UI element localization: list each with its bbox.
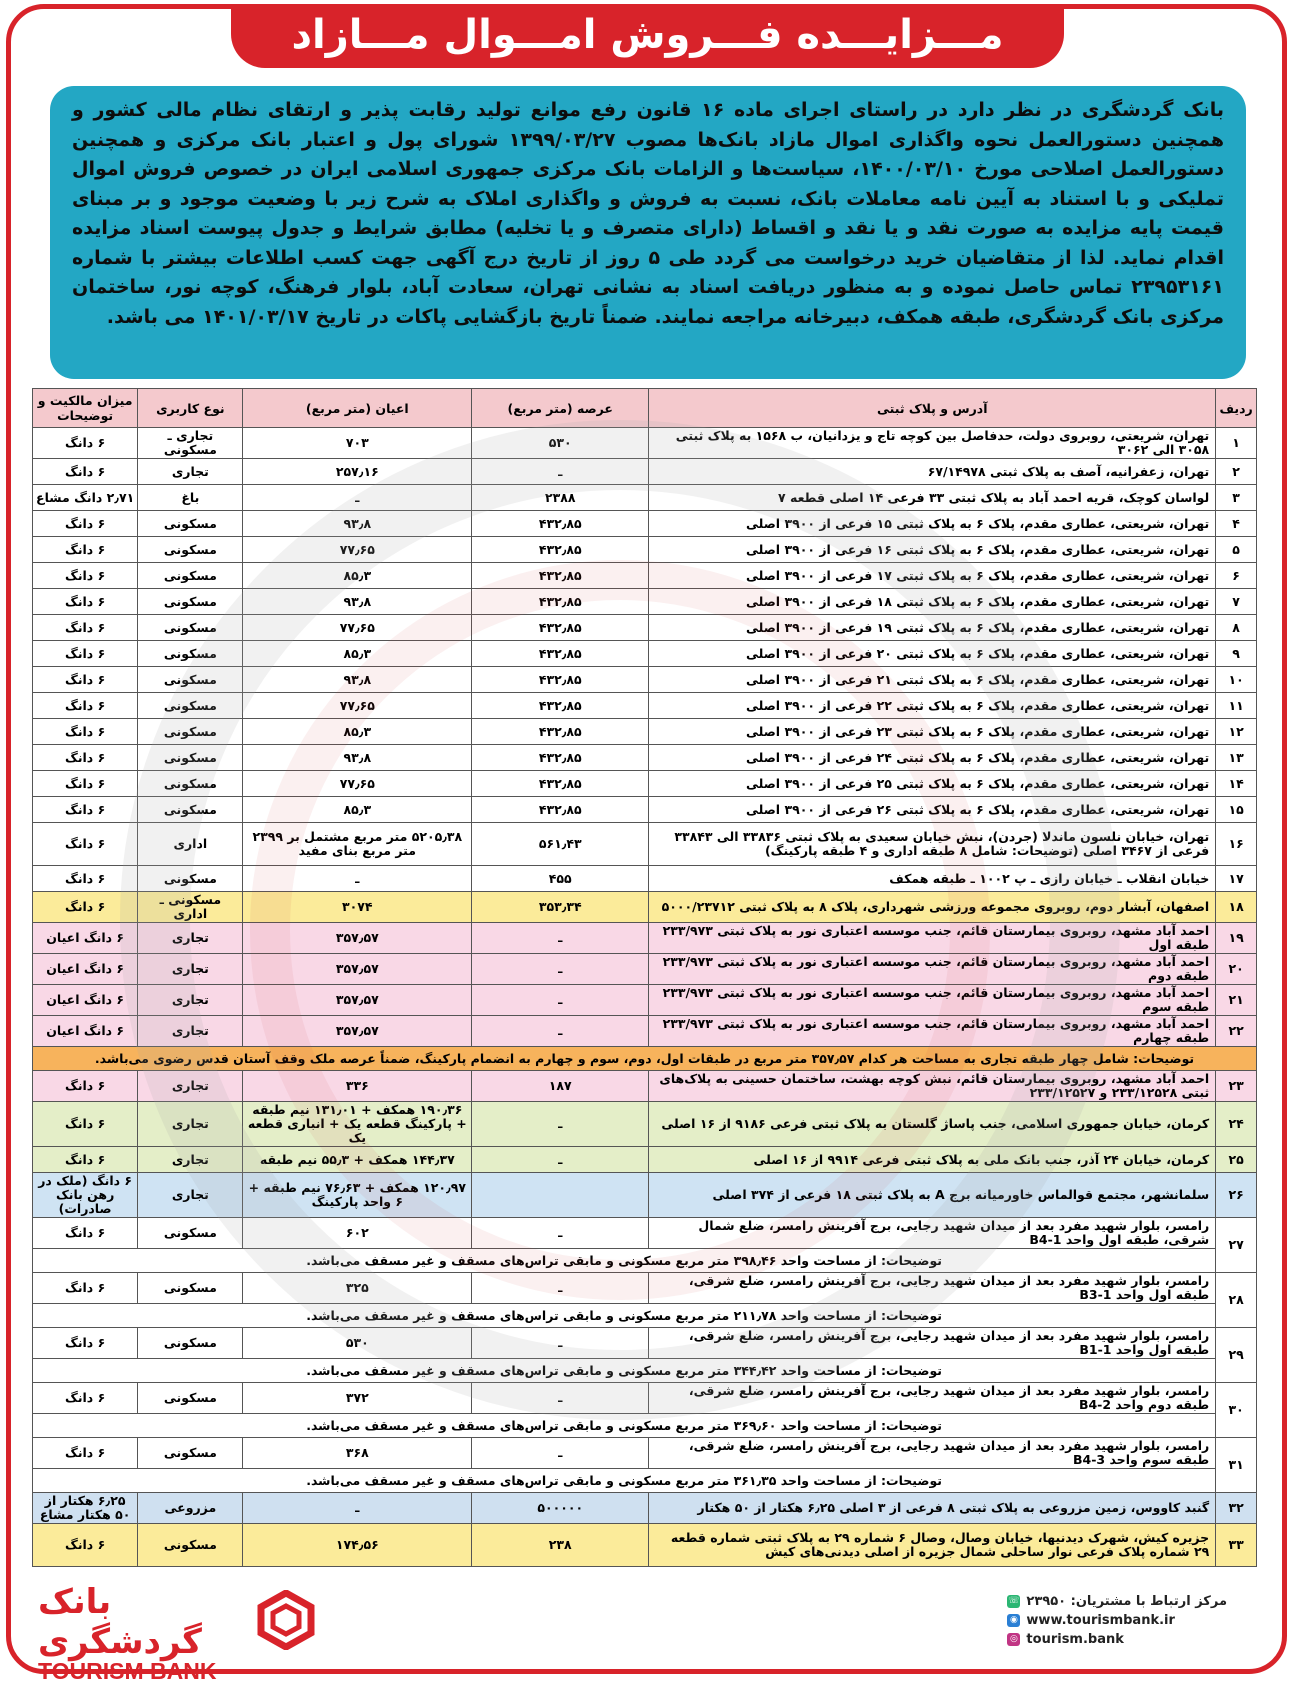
- cell-address: رامسر، بلوار شهید مفرد بعد از میدان شهید رجایی، برج آفرینش رامسر، ضلع شرقی، طبقه دوم واحد B4-2: [649, 1383, 1216, 1414]
- cell-usage: مزروعی: [138, 1493, 243, 1524]
- header-building: اعیان (متر مربع): [243, 389, 472, 428]
- cell-usage: اداری: [138, 823, 243, 866]
- cell-usage: مسکونی: [138, 745, 243, 771]
- row-number: ۱۴: [1216, 771, 1257, 797]
- table-row: [33, 1016, 1257, 1047]
- cell-building: ۷۷٫۶۵: [243, 537, 472, 563]
- table-row: [33, 537, 1257, 563]
- cell-ownership: ۶ دانگ: [33, 428, 138, 459]
- row-number: ۳: [1216, 485, 1257, 511]
- cell-ownership: ۶ دانگ: [33, 1328, 138, 1359]
- row-number: ۲۲: [1216, 1016, 1257, 1047]
- cell-ownership: ۶ دانگ: [33, 1071, 138, 1102]
- cell-address: احمد آباد مشهد، روبروی بیمارستان قائم، نبش کوچه بهشت، ساختمان حسینی به پلاک‌های ثبتی ۲۳۳/۱۲۵۲۸ و ۲۳۳/۱۲۵۲۷: [649, 1071, 1216, 1102]
- cell-land: ـ: [472, 985, 649, 1016]
- cell-address: احمد آباد مشهد، روبروی بیمارستان قائم، جنب موسسه اعتباری نور به پلاک ثبتی ۲۳۳/۹۷۳ طبقه اول: [649, 923, 1216, 954]
- table-row: [33, 1102, 1257, 1147]
- cell-address: تهران، خیابان نلسون ماندلا (جردن)، نبش خیابان سعیدی به پلاک ثبتی ۳۳۸۳۶ الی ۳۳۸۴۳ فرعی از ۳۴۶۷ اصلی (توضیحات: شامل ۸ طبقه اداری و ۴ طبقه پارکینگ): [649, 823, 1216, 866]
- cell-usage: مسکونی: [138, 1438, 243, 1469]
- cell-address: تهران، شریعتی، عطاری مقدم، پلاک ۶ به پلاک ثبتی ۲۲ فرعی از ۳۹۰۰ اصلی: [649, 693, 1216, 719]
- cell-land: ۴۳۲٫۸۵: [472, 615, 649, 641]
- cell-land: ۴۳۲٫۸۵: [472, 589, 649, 615]
- cell-land: ۵۶۱٫۴۳: [472, 823, 649, 866]
- row-number: ۲۹: [1216, 1328, 1257, 1383]
- cell-address: سلمانشهر، مجتمع قوالماس خاورمیانه برج A به پلاک ثبتی ۱۸ فرعی از ۳۷۴ اصلی: [649, 1173, 1216, 1218]
- row-number: ۱۲: [1216, 719, 1257, 745]
- cell-usage: مسکونی: [138, 537, 243, 563]
- cell-building: ۷۷٫۶۵: [243, 693, 472, 719]
- cell-land: ۴۳۲٫۸۵: [472, 693, 649, 719]
- cell-land: ۵۰۰۰۰۰: [472, 1493, 649, 1524]
- cell-land: ـ: [472, 1273, 649, 1304]
- table-note-row: [33, 1469, 1257, 1493]
- row-number: ۲۵: [1216, 1147, 1257, 1173]
- contact-phone-row: [1007, 1592, 1227, 1611]
- cell-usage: مسکونی: [138, 641, 243, 667]
- cell-land: ـ: [472, 1328, 649, 1359]
- table-row: [33, 1218, 1257, 1249]
- cell-ownership: ۶ دانگ اعیان: [33, 985, 138, 1016]
- table-note-row: [33, 1249, 1257, 1273]
- cell-building: ۳۵۷٫۵۷: [243, 954, 472, 985]
- cell-land: ۴۳۲٫۸۵: [472, 537, 649, 563]
- cell-address: تهران، شریعتی، روبروی دولت، حدفاصل بین کوچه تاج و یزدانیان، ب ۱۵۶۸ به پلاک ثبتی ۳۰۵۸ الی ۳۰۶۲: [649, 428, 1216, 459]
- cell-usage: مسکونی: [138, 771, 243, 797]
- table-row: [33, 1493, 1257, 1524]
- cell-land: ۴۳۲٫۸۵: [472, 797, 649, 823]
- contact-block: [1007, 1592, 1227, 1649]
- website-link[interactable]: www.tourismbank.ir: [1026, 1613, 1175, 1628]
- cell-building: ۳۰۷۴: [243, 892, 472, 923]
- cell-ownership: ۶ دانگ: [33, 459, 138, 485]
- cell-usage: مسکونی: [138, 1524, 243, 1567]
- table-row: [33, 954, 1257, 985]
- table-row: [33, 1328, 1257, 1359]
- row-number: ۱۵: [1216, 797, 1257, 823]
- cell-ownership: ۶ دانگ (ملک در رهن بانک صادرات): [33, 1173, 138, 1218]
- row-number: ۱۰: [1216, 667, 1257, 693]
- cell-ownership: ۶ دانگ: [33, 866, 138, 892]
- cell-building: ۹۳٫۸: [243, 745, 472, 771]
- cell-building: ۳۲۵: [243, 1273, 472, 1304]
- row-number: ۴: [1216, 511, 1257, 537]
- cell-building: ۹۳٫۸: [243, 667, 472, 693]
- cell-usage: مسکونی: [138, 719, 243, 745]
- table-row: [33, 985, 1257, 1016]
- instagram-icon: ◎: [1007, 1633, 1020, 1646]
- cell-land: ۴۳۲٫۸۵: [472, 563, 649, 589]
- table-row: [33, 459, 1257, 485]
- table-row: [33, 719, 1257, 745]
- cell-building: ۲۵۷٫۱۶: [243, 459, 472, 485]
- table-row: [33, 667, 1257, 693]
- bank-logo-icon: [256, 1590, 316, 1650]
- cell-land: [472, 1173, 649, 1218]
- cell-ownership: ۶ دانگ: [33, 615, 138, 641]
- row-number: ۱۱: [1216, 693, 1257, 719]
- cell-land: ۴۳۲٫۸۵: [472, 771, 649, 797]
- contact-center-text: مرکز ارتباط با مشتریان: ۲۳۹۵۰: [1026, 1594, 1227, 1609]
- cell-building: ۵۲۰۵٫۳۸ متر مربع مشتمل بر ۲۳۹۹ متر مربع بنای مفید: [243, 823, 472, 866]
- cell-land: ۴۳۲٫۸۵: [472, 745, 649, 771]
- cell-ownership: ۶ دانگ: [33, 745, 138, 771]
- cell-ownership: ۶ دانگ: [33, 537, 138, 563]
- cell-address: اصفهان، آبشار دوم، روبروی مجموعه ورزشی شهرداری، پلاک ۸ به پلاک ثبتی ۵۰۰۰/۲۳۷۱۲: [649, 892, 1216, 923]
- row-number: ۱۸: [1216, 892, 1257, 923]
- row-number: ۱۹: [1216, 923, 1257, 954]
- cell-ownership: ۲٫۷۱ دانگ مشاع: [33, 485, 138, 511]
- cell-usage: مسکونی: [138, 589, 243, 615]
- cell-building: ۳۷۲: [243, 1383, 472, 1414]
- table-row: [33, 866, 1257, 892]
- cell-address: تهران، شریعتی، عطاری مقدم، پلاک ۶ به پلاک ثبتی ۱۶ فرعی از ۳۹۰۰ اصلی: [649, 537, 1216, 563]
- cell-usage: تجاری: [138, 1173, 243, 1218]
- table-row: [33, 615, 1257, 641]
- cell-building: ۳۳۶: [243, 1071, 472, 1102]
- table-row: [33, 1173, 1257, 1218]
- cell-land: ـ: [472, 1147, 649, 1173]
- row-number: ۲۶: [1216, 1173, 1257, 1218]
- table-header-row: [33, 389, 1257, 428]
- cell-building: ۱۴۴٫۳۷ همکف + ۵۵٫۳ نیم طبقه: [243, 1147, 472, 1173]
- header-usage: نوع کاربری: [138, 389, 243, 428]
- contact-instagram-row[interactable]: [1007, 1630, 1227, 1649]
- cell-ownership: ۶ دانگ: [33, 1147, 138, 1173]
- cell-ownership: ۶ دانگ: [33, 1383, 138, 1414]
- cell-address: گنبد کاووس، زمین مزروعی به پلاک ثبتی ۸ فرعی از ۳ اصلی ۶٫۲۵ هکتار از ۵۰ هکتار: [649, 1493, 1216, 1524]
- cell-usage: تجاری: [138, 1102, 243, 1147]
- cell-ownership: ۶ دانگ اعیان: [33, 954, 138, 985]
- cell-ownership: ۶ دانگ: [33, 667, 138, 693]
- cell-land: ۲۳۸۸: [472, 485, 649, 511]
- cell-usage: تجاری: [138, 985, 243, 1016]
- table-row: [33, 1524, 1257, 1567]
- globe-icon: ◉: [1007, 1614, 1020, 1627]
- cell-land: ۵۳۰: [472, 428, 649, 459]
- row-note: توضیحات: از مساحت واحد ۲۱۱٫۷۸ متر مربع مسکونی و مابقی تراس‌های مسقف و غیر مسقف می‌باشد.: [33, 1304, 1216, 1328]
- cell-usage: مسکونی: [138, 511, 243, 537]
- cell-building: ۵۳۰: [243, 1328, 472, 1359]
- cell-ownership: ۶ دانگ: [33, 1218, 138, 1249]
- cell-ownership: ۶ دانگ: [33, 1438, 138, 1469]
- cell-address: رامسر، بلوار شهید مفرد بعد از میدان شهید رجایی، برج آفرینش رامسر، ضلع شرقی، طبقه اول واحد B3-1: [649, 1273, 1216, 1304]
- table-row: [33, 892, 1257, 923]
- row-note: توضیحات: از مساحت واحد ۳۶۹٫۶۰ متر مربع مسکونی و مابقی تراس‌های مسقف و غیر مسقف می‌باشد.: [33, 1414, 1216, 1438]
- cell-land: ۴۵۵: [472, 866, 649, 892]
- cell-address: رامسر، بلوار شهید مفرد بعد از میدان شهید رجایی، برج آفرینش رامسر، ضلع شرقی، طبقه سوم واحد B4-3: [649, 1438, 1216, 1469]
- table-row: [33, 797, 1257, 823]
- cell-building: ۷۷٫۶۵: [243, 771, 472, 797]
- cell-usage: تجاری: [138, 1147, 243, 1173]
- cell-address: تهران، شریعتی، عطاری مقدم، پلاک ۶ به پلاک ثبتی ۲۵ فرعی از ۳۹۰۰ اصلی: [649, 771, 1216, 797]
- intro-paragraph: بانک گردشگری در نظر دارد در راستای اجرای ماده ۱۶ قانون رفع موانع تولید رقابت پذیر و ارتقای نظام مالی کشور و همچنین دستورالعمل نحوه واگذاری اموال مازاد بانک‌ها مصوب ۱۳۹۹/۰۳/۲۷ شورای پول و اعتبار بانک مرکزی و همچنین دستورالعمل اصلاحی مورخ ۱۴۰۰/۰۳/۱۰، سیاست‌ها و الزامات بانک مرکزی جمهوری اسلامی ایران در خصوص فروش اموال تملیکی و با استناد به آیین نامه معاملات بانک، نسبت به فروش و واگذاری املاک به شرح زیر با وضعیت موجود و بر مبنای قیمت پایه مزایده به صورت نقد و یا نقد و اقساط (دارای متصرف و یا تخلیه) مطابق شرایط و جدول پیوست اسناد مزایده اقدام نماید. لذا از متقاضیان خرید درخواست می گردد طی ۵ روز از تاریخ درج آگهی جهت کسب اطلاعات بیشتر با شماره ۲۳۹۵۳۱۶۱ تماس حاصل نموده و به منظور دریافت اسناد به نشانی تهران، سعادت آباد، بلوار فرهنگ، کوچه نور، ساختمان مرکزی بانک گردشگری، طبقه همکف، دبیرخانه مراجعه نمایند. ضمناً تاریخ بازگشایی پاکات در تاریخ ۱۴۰۱/۰۳/۱۷ می باشد.: [50, 86, 1246, 379]
- row-number: ۷: [1216, 589, 1257, 615]
- cell-address: تهران، شریعتی، عطاری مقدم، پلاک ۶ به پلاک ثبتی ۲۳ فرعی از ۳۹۰۰ اصلی: [649, 719, 1216, 745]
- cell-address: لواسان کوچک، قریه احمد آباد به پلاک ثبتی ۳۳ فرعی ۱۴ اصلی قطعه ۷: [649, 485, 1216, 511]
- cell-land: ـ: [472, 1218, 649, 1249]
- cell-usage: مسکونی: [138, 667, 243, 693]
- cell-usage: تجاری: [138, 1071, 243, 1102]
- bank-name-en: TOURISM BANK: [38, 1658, 217, 1684]
- cell-land: ـ: [472, 1383, 649, 1414]
- cell-usage: مسکونی: [138, 1218, 243, 1249]
- table-row: [33, 923, 1257, 954]
- bank-name-fa: بانک گردشگری: [38, 1582, 202, 1662]
- table-row: [33, 1273, 1257, 1304]
- table-note-row: [33, 1414, 1257, 1438]
- cell-ownership: ۶ دانگ: [33, 797, 138, 823]
- auction-table: [32, 388, 1257, 1567]
- row-number: ۶: [1216, 563, 1257, 589]
- row-number: ۱۳: [1216, 745, 1257, 771]
- row-number: ۳۰: [1216, 1383, 1257, 1438]
- row-number: ۸: [1216, 615, 1257, 641]
- row-number: ۳۱: [1216, 1438, 1257, 1493]
- cell-building: ـ: [243, 866, 472, 892]
- table-note-row: [33, 1359, 1257, 1383]
- cell-usage: مسکونی: [138, 693, 243, 719]
- cell-usage: مسکونی: [138, 615, 243, 641]
- cell-ownership: ۶ دانگ اعیان: [33, 1016, 138, 1047]
- cell-building: ۳۵۷٫۵۷: [243, 985, 472, 1016]
- row-note: توضیحات: از مساحت واحد ۳۴۴٫۴۲ متر مربع مسکونی و مابقی تراس‌های مسقف و غیر مسقف می‌باشد.: [33, 1359, 1216, 1383]
- header-land: عرصه (متر مربع): [472, 389, 649, 428]
- table-row: [33, 771, 1257, 797]
- cell-building: ۱۷۴٫۵۶: [243, 1524, 472, 1567]
- contact-web-row[interactable]: [1007, 1611, 1227, 1630]
- cell-land: ۴۳۲٫۸۵: [472, 641, 649, 667]
- row-number: ۵: [1216, 537, 1257, 563]
- cell-usage: مسکونی: [138, 797, 243, 823]
- cell-ownership: ۶ دانگ: [33, 641, 138, 667]
- cell-address: تهران، شریعتی، عطاری مقدم، پلاک ۶ به پلاک ثبتی ۱۵ فرعی از ۳۹۰۰ اصلی: [649, 511, 1216, 537]
- cell-ownership: ۶ دانگ: [33, 511, 138, 537]
- row-number: ۲۸: [1216, 1273, 1257, 1328]
- table-row: [33, 1071, 1257, 1102]
- row-number: ۱۷: [1216, 866, 1257, 892]
- cell-usage: مسکونی ـ اداری: [138, 892, 243, 923]
- row-number: ۲۳: [1216, 1071, 1257, 1102]
- cell-building: ـ: [243, 1493, 472, 1524]
- cell-land: ۴۳۲٫۸۵: [472, 719, 649, 745]
- cell-address: احمد آباد مشهد، روبروی بیمارستان قائم، جنب موسسه اعتباری نور به پلاک ثبتی ۲۳۳/۹۷۳ طبقه چهارم: [649, 1016, 1216, 1047]
- cell-ownership: ۶ دانگ: [33, 1524, 138, 1567]
- cell-building: ۱۲۰٫۹۷ همکف + ۷۶٫۶۳ نیم طبقه + ۶ واحد پارکینگ: [243, 1173, 472, 1218]
- row-number: ۲۴: [1216, 1102, 1257, 1147]
- row-note: توضیحات: از مساحت واحد ۳۶۱٫۳۵ متر مربع مسکونی و مابقی تراس‌های مسقف و غیر مسقف می‌باشد.: [33, 1469, 1216, 1493]
- cell-ownership: ۶ دانگ اعیان: [33, 923, 138, 954]
- cell-ownership: ۶ دانگ: [33, 563, 138, 589]
- row-number: ۲: [1216, 459, 1257, 485]
- table-body: [33, 428, 1257, 1567]
- table-row: [33, 511, 1257, 537]
- cell-land: ۲۳۸: [472, 1524, 649, 1567]
- cell-address: تهران، شریعتی، عطاری مقدم، پلاک ۶ به پلاک ثبتی ۲۴ فرعی از ۳۹۰۰ اصلی: [649, 745, 1216, 771]
- row-number: ۳۳: [1216, 1524, 1257, 1567]
- cell-land: ـ: [472, 1438, 649, 1469]
- page-title: مـــزایـــده فـــروش امـــوال مـــازاد: [231, 6, 1063, 68]
- cell-address: خیابان انقلاب ـ خیابان رازی ـ پ ۱۰۰۲ ـ طبقه همکف: [649, 866, 1216, 892]
- cell-land: ۱۸۷: [472, 1071, 649, 1102]
- cell-usage: مسکونی: [138, 563, 243, 589]
- cell-ownership: ۶ دانگ: [33, 719, 138, 745]
- row-number: ۱۶: [1216, 823, 1257, 866]
- cell-land: ۳۵۳٫۳۴: [472, 892, 649, 923]
- row-number: ۲۰: [1216, 954, 1257, 985]
- cell-building: ۹۳٫۸: [243, 589, 472, 615]
- cell-address: احمد آباد مشهد، روبروی بیمارستان قائم، جنب موسسه اعتباری نور به پلاک ثبتی ۲۳۳/۹۷۳ طبقه دوم: [649, 954, 1216, 985]
- table-row: [33, 1147, 1257, 1173]
- cell-ownership: ۶ دانگ: [33, 1102, 138, 1147]
- cell-building: ۹۳٫۸: [243, 511, 472, 537]
- cell-land: ـ: [472, 923, 649, 954]
- cell-land: ۴۳۲٫۸۵: [472, 667, 649, 693]
- cell-usage: تجاری: [138, 1016, 243, 1047]
- cell-building: ۸۵٫۳: [243, 719, 472, 745]
- cell-ownership: ۶ دانگ: [33, 1273, 138, 1304]
- cell-address: تهران، زعفرانیه، آصف به پلاک ثبتی ۶۷/۱۴۹۷۸: [649, 459, 1216, 485]
- cell-building: ـ: [243, 485, 472, 511]
- cell-building: ۳۶۸: [243, 1438, 472, 1469]
- cell-ownership: ۶ دانگ: [33, 693, 138, 719]
- cell-usage: مسکونی: [138, 866, 243, 892]
- row-number: ۳۲: [1216, 1493, 1257, 1524]
- table-row: [33, 485, 1257, 511]
- mashhad-note: توضیحات: شامل چهار طبقه تجاری به مساحت هر کدام ۳۵۷٫۵۷ متر مربع در طبقات اول، دوم، سوم و چهارم به انضمام پارکینگ، ضمناً عرصه ملک وقف آستان قدس رضوی می‌باشد.: [33, 1047, 1257, 1071]
- cell-ownership: ۶ دانگ: [33, 823, 138, 866]
- table-row: [33, 745, 1257, 771]
- header-address: آدرس و پلاک ثبتی: [649, 389, 1216, 428]
- row-number: ۹: [1216, 641, 1257, 667]
- table-row: [33, 563, 1257, 589]
- table-row: [33, 428, 1257, 459]
- cell-land: ۴۳۲٫۸۵: [472, 511, 649, 537]
- cell-ownership: ۶ دانگ: [33, 771, 138, 797]
- table-row: [33, 823, 1257, 866]
- table-row: [33, 1438, 1257, 1469]
- cell-building: ۶۰۲: [243, 1218, 472, 1249]
- cell-land: ـ: [472, 1016, 649, 1047]
- cell-address: تهران، شریعتی، عطاری مقدم، پلاک ۶ به پلاک ثبتی ۱۷ فرعی از ۳۹۰۰ اصلی: [649, 563, 1216, 589]
- cell-address: تهران، شریعتی، عطاری مقدم، پلاک ۶ به پلاک ثبتی ۲۱ فرعی از ۳۹۰۰ اصلی: [649, 667, 1216, 693]
- cell-address: کرمان، خیابان ۲۴ آذر، جنب بانک ملی به پلاک ثبتی فرعی ۹۹۱۴ از ۱۶ اصلی: [649, 1147, 1216, 1173]
- cell-ownership: ۶ دانگ: [33, 892, 138, 923]
- cell-address: جزیره کیش، شهرک دیدنیها، خیابان وصال، وصال ۶ شماره ۲۹ به پلاک ثبتی شماره قطعه ۲۹ شماره پلاک فرعی نوار ساحلی شمال جزیره از اصلی دیدنی‌های کیش: [649, 1524, 1216, 1567]
- cell-address: رامسر، بلوار شهید مفرد بعد از میدان شهید رجایی، برج آفرینش رامسر، ضلع شرقی، طبقه اول واحد B1-1: [649, 1328, 1216, 1359]
- cell-building: ۸۵٫۳: [243, 641, 472, 667]
- cell-ownership: ۶ دانگ: [33, 589, 138, 615]
- cell-ownership: ۶٫۲۵ هکتار از ۵۰ هکتار مشاع: [33, 1493, 138, 1524]
- cell-usage: مسکونی: [138, 1273, 243, 1304]
- cell-address: تهران، شریعتی، عطاری مقدم، پلاک ۶ به پلاک ثبتی ۱۹ فرعی از ۳۹۰۰ اصلی: [649, 615, 1216, 641]
- cell-address: احمد آباد مشهد، روبروی بیمارستان قائم، جنب موسسه اعتباری نور به پلاک ثبتی ۲۳۳/۹۷۳ طبقه سوم: [649, 985, 1216, 1016]
- table-row: [33, 641, 1257, 667]
- cell-building: ۳۵۷٫۵۷: [243, 923, 472, 954]
- cell-address: کرمان، خیابان جمهوری اسلامی، جنب پاساژ گلستان به پلاک ثبتی فرعی ۹۱۸۶ از ۱۶ اصلی: [649, 1102, 1216, 1147]
- row-number: ۲۷: [1216, 1218, 1257, 1273]
- table-row: [33, 693, 1257, 719]
- cell-address: تهران، شریعتی، عطاری مقدم، پلاک ۶ به پلاک ثبتی ۲۶ فرعی از ۳۹۰۰ اصلی: [649, 797, 1216, 823]
- cell-building: ۱۹۰٫۳۶ همکف + ۱۳۱٫۰۱ نیم طبقه + پارکینگ قطعه یک + انباری قطعه یک: [243, 1102, 472, 1147]
- cell-usage: تجاری: [138, 923, 243, 954]
- cell-usage: باغ: [138, 485, 243, 511]
- mashhad-note-row: [33, 1047, 1257, 1071]
- header-ownership: میزان مالکیت و توضیحات: [33, 389, 138, 428]
- cell-land: ـ: [472, 1102, 649, 1147]
- bank-logo-text: [38, 1582, 253, 1685]
- cell-building: ۷۰۳: [243, 428, 472, 459]
- cell-usage: تجاری: [138, 459, 243, 485]
- cell-usage: تجاری: [138, 954, 243, 985]
- row-number: ۱: [1216, 428, 1257, 459]
- cell-land: ـ: [472, 954, 649, 985]
- cell-building: ۳۵۷٫۵۷: [243, 1016, 472, 1047]
- instagram-handle[interactable]: tourism.bank: [1026, 1632, 1124, 1647]
- cell-building: ۸۵٫۳: [243, 797, 472, 823]
- cell-usage: مسکونی: [138, 1328, 243, 1359]
- cell-usage: تجاری ـ مسکونی: [138, 428, 243, 459]
- table-note-row: [33, 1304, 1257, 1328]
- table-row: [33, 589, 1257, 615]
- phone-icon: ☏: [1008, 1596, 1020, 1606]
- table-row: [33, 1383, 1257, 1414]
- header-row-number: ردیف: [1216, 389, 1257, 428]
- cell-land: ـ: [472, 459, 649, 485]
- row-note: توضیحات: از مساحت واحد ۳۹۸٫۴۶ متر مربع مسکونی و مابقی تراس‌های مسقف و غیر مسقف می‌باشد.: [33, 1249, 1216, 1273]
- cell-address: تهران، شریعتی، عطاری مقدم، پلاک ۶ به پلاک ثبتی ۱۸ فرعی از ۳۹۰۰ اصلی: [649, 589, 1216, 615]
- cell-address: تهران، شریعتی، عطاری مقدم، پلاک ۶ به پلاک ثبتی ۲۰ فرعی از ۳۹۰۰ اصلی: [649, 641, 1216, 667]
- cell-address: رامسر، بلوار شهید مفرد بعد از میدان شهید رجایی، برج آفرینش رامسر، ضلع شمال شرقی، طبقه اول واحد B4-1: [649, 1218, 1216, 1249]
- cell-building: ۷۷٫۶۵: [243, 615, 472, 641]
- cell-usage: مسکونی: [138, 1383, 243, 1414]
- cell-building: ۸۵٫۳: [243, 563, 472, 589]
- row-number: ۲۱: [1216, 985, 1257, 1016]
